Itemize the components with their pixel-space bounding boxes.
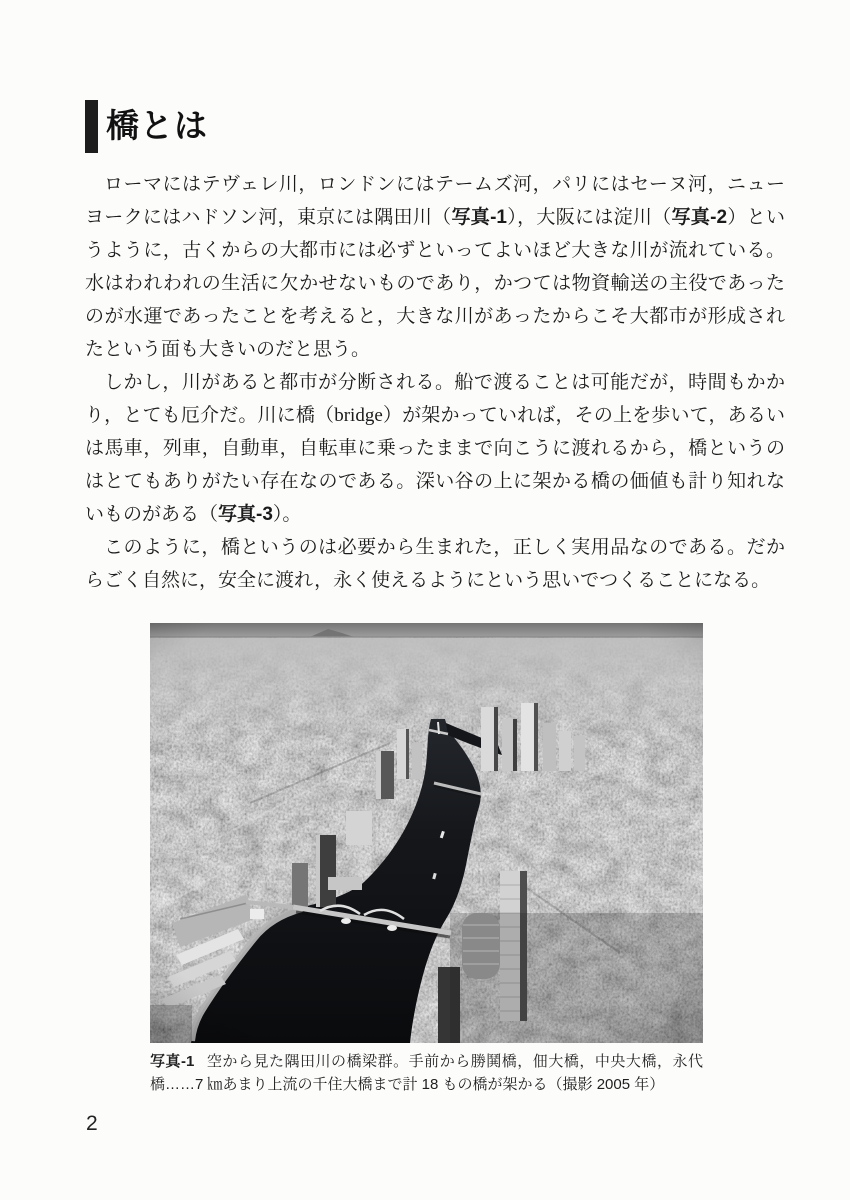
page-title: 橋とは [106, 107, 208, 144]
vignette [150, 623, 703, 1043]
sumida-river-aerial-photo [150, 623, 703, 1043]
body-paragraph: ローマにはテヴェレ川，ロンドンにはテームズ河，パリにはセーヌ河，ニューヨークにはハドソン河，東京には隅田川（写真-1），大阪には淀川（写真-2）というように，古くからの大都市には必ずといってよいほど大きな川が流れている。水はわれわれの生活に欠かせないものであり，かつては物資輸送の主役であったのが水運であったことを考えると，大きな川があったからこそ大都市が形成されたという面も大きいのだと思う。 [85, 174, 785, 360]
body-text [85, 168, 785, 597]
page-number: 2 [86, 1112, 98, 1135]
caption-label: 写真-1 [150, 1053, 195, 1070]
body-paragraph: このように，橋というのは必要から生まれた，正しく実用品なのである。だからごく自然に，安全に渡れ，永く使えるようにという思いでつくることになる。 [85, 537, 785, 591]
heading-bar [85, 100, 98, 153]
aerial-photo-illustration [150, 623, 703, 1043]
photo-caption [150, 1050, 703, 1096]
body-paragraph: しかし，川があると都市が分断される。船で渡ることは可能だが，時間もかかり，とても厄介だ。川に橋（bridge）が架かっていれば，その上を歩いて，あるいは馬車，列車，自動車，自転車に乗ったままで向こうに渡れるから，橋というのはとてもありがたい存在なのである。深い谷の上に架かる橋の価値も計り知れないものがある（写真-3）。 [85, 372, 785, 525]
section-heading [85, 100, 780, 153]
figure-photo-1 [150, 623, 703, 1096]
caption-text: 空から見た隅田川の橋梁群。手前から勝鬨橋，佃大橋，中央大橋，永代橋……7 ㎞あまり上流の千住大橋まで計 18 もの橋が架かる（撮影 2005 年） [150, 1053, 703, 1093]
